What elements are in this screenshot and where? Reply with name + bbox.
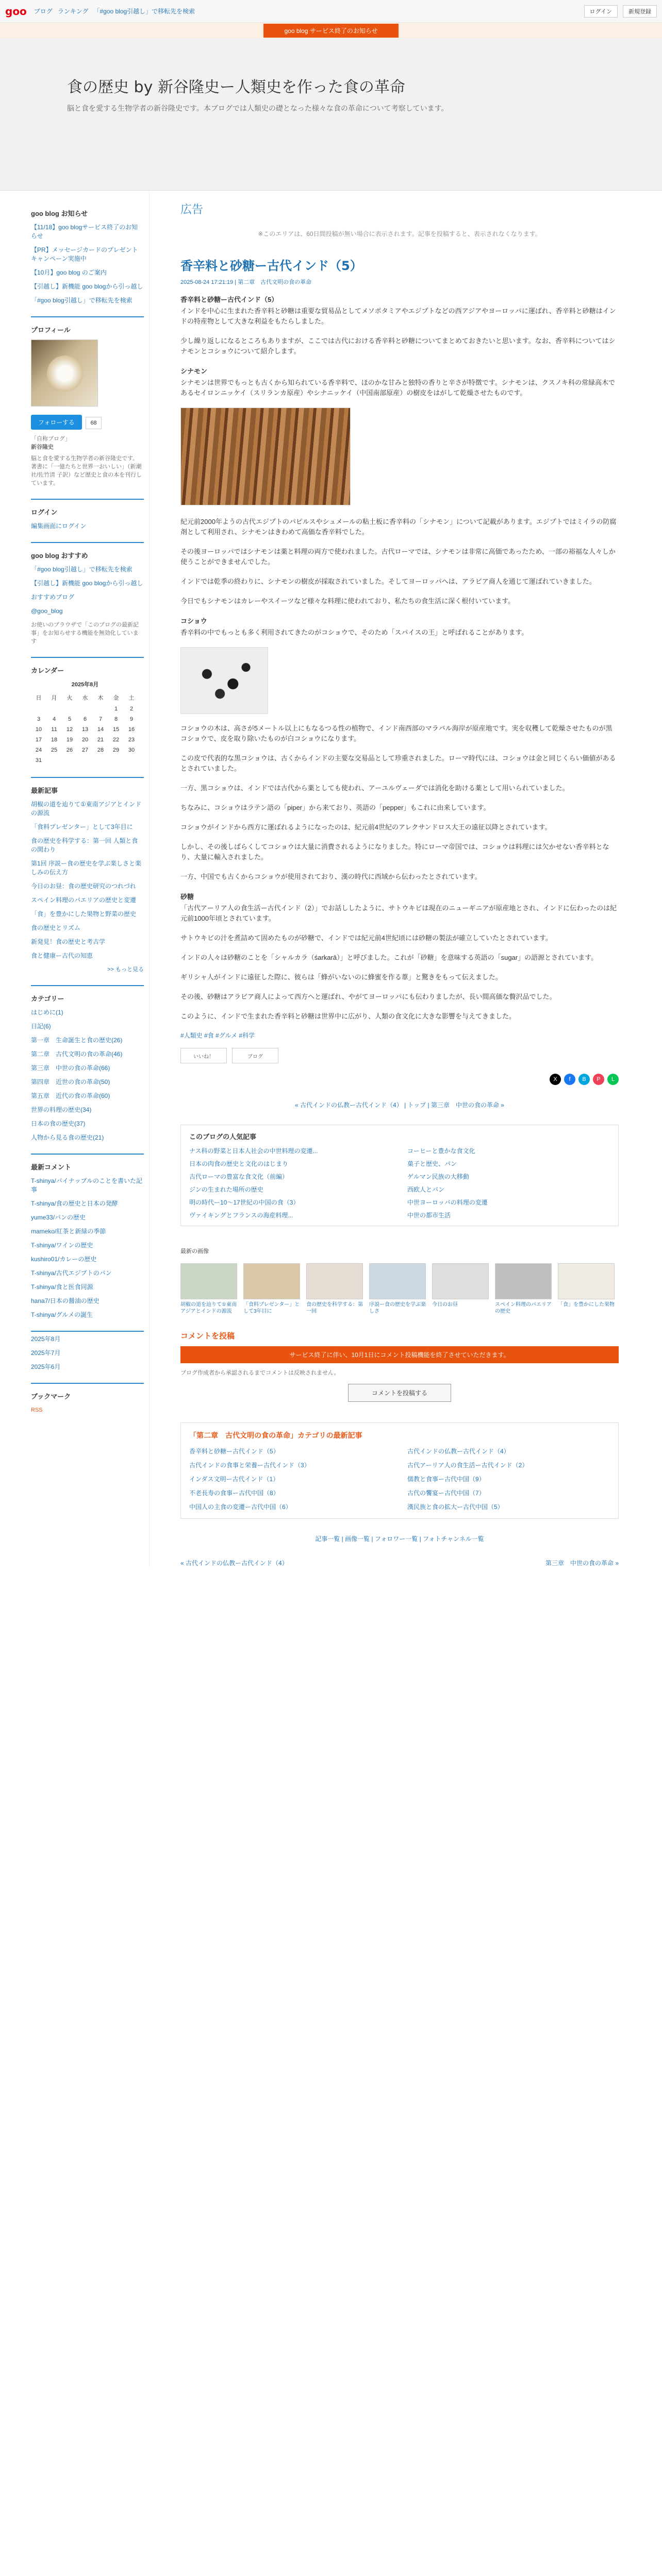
top-bar [0, 0, 662, 23]
recent-item[interactable]: 胡椒の道を辿りて①東南アジアとインドの源流 [31, 801, 142, 817]
recent-item[interactable]: 「食料プレゼンター」として3年目に [31, 823, 133, 831]
popular-item[interactable]: 日本の肉食の歴史と文化のはじまり [189, 1160, 289, 1167]
ad-note: ※このエリアは、60日間投稿が無い場合に表示されます。記事を投稿すると、表示されなくなります。 [258, 230, 541, 238]
category-latest-item[interactable]: 古代アーリア人の食生活ー古代インド（2） [407, 1462, 528, 1469]
profile-image [31, 340, 98, 406]
archive-item[interactable]: 2025年8月 [31, 1335, 61, 1343]
post-tags[interactable]: #人類史 #食 #グルメ #科学 [180, 1032, 255, 1039]
top-nav [34, 7, 195, 15]
rss-link[interactable]: RSS [31, 1407, 43, 1413]
recent-item[interactable]: 新発見！食の歴史と考古学 [31, 938, 106, 945]
recent-item[interactable]: 第1回 序説ー食の歴史を学ぶ楽しさと楽しみの伝え方 [31, 860, 142, 876]
category-item[interactable]: 第五章 近代の食の革命(60) [31, 1092, 110, 1099]
category-latest-item[interactable]: インダス文明ー古代インド（1） [189, 1476, 279, 1483]
comment-item[interactable]: T-shinya/グルメの誕生 [31, 1311, 93, 1318]
notice-heading: goo blog お知らせ [31, 210, 88, 217]
thumb[interactable]: 序説ー食の歴史を学ぶ楽しさ [369, 1263, 426, 1315]
x-share-icon[interactable]: X [550, 1074, 561, 1085]
comment-item[interactable]: hana7/日本の醤油の歴史 [31, 1297, 100, 1304]
paragraph: 今日でもシナモンはカレーやスイーツなど様々な料理に使われており、私たちの食生活に深く根付いています。 [180, 597, 515, 605]
comment-item[interactable]: T-shinya/食の歴史と日本の発酵 [31, 1200, 118, 1207]
category-item[interactable]: はじめに(1) [31, 1009, 63, 1016]
paragraph: サトウキビの汁を煮詰めて固めたものが砂糖で、インドでは紀元前4世紀頃には砂糖の製法が確立していたとされています。 [180, 934, 552, 942]
ad-label: 広告 [180, 203, 204, 216]
edit-login-link[interactable]: 編集画面にログイン [31, 522, 87, 530]
line-share-icon[interactable]: L [607, 1074, 619, 1085]
recommend-item[interactable]: 【引越し】新機能 goo blogから引っ越し [31, 580, 143, 587]
paragraph: その後、砂糖はアラビア商人によって西方へと運ばれ、やがてヨーロッパにも伝わりましたが、長い間高価な贅沢品でした。 [180, 993, 556, 1001]
profile-link[interactable]: 「自称ブログ」 [31, 436, 71, 442]
comment-end-notice: サービス終了に伴い、10月1日にコメント投稿機能を終了させていただきます。 [180, 1346, 619, 1363]
section-heading: 砂糖 [180, 893, 194, 901]
notice-item[interactable]: 【PR】メッセージカードのプレゼントキャンペーン実施中 [31, 246, 138, 262]
comment-item[interactable]: T-shinya/食と医食同源 [31, 1283, 93, 1291]
comment-item[interactable]: T-shinya/古代エジプトのパン [31, 1269, 112, 1277]
paragraph: コショウの木は、高さが5メートル以上にもなるつる性の植物で、インド南西部のマラバル海岸が原産地です。実を収穫して乾燥させたものが黒コショウで、皮を取り除いたものが白コショウになります。 [180, 724, 613, 742]
recent-item[interactable]: スペイン料理のパエリアの歴史と変遷 [31, 896, 137, 904]
category-latest-item[interactable]: 不老長寿の食事ー古代中国（8） [189, 1489, 279, 1497]
post-comment-button[interactable]: コメントを投稿する [348, 1384, 451, 1402]
thumb[interactable]: 今日のお昼 [432, 1263, 489, 1315]
comment-item[interactable]: kushiro01/カレーの歴史 [31, 1256, 97, 1263]
notice-item[interactable]: 【10月】goo blog のご案内 [31, 269, 107, 276]
category-latest-item[interactable]: 漢民族と食の拡大ー古代中国（5） [407, 1503, 504, 1511]
bookmark-heading: ブックマーク [31, 1393, 71, 1400]
notice-item[interactable]: 【11/18】goo blogサービス終了のお知らせ [31, 224, 138, 240]
paragraph: その後ヨーロッパではシナモンは薬と料理の両方で使われました。古代ローマでは、シナモンは非常に高価であったため、一部の裕福な人々しか使うことができませんでした。 [180, 548, 616, 566]
section-heading: 香辛料と砂糖ー古代インド（5） [180, 296, 278, 303]
paragraph: このように、インドで生まれた香辛料と砂糖は世界中に広がり、人類の食文化に大きな影響を与えてきました。 [180, 1012, 516, 1020]
register-button[interactable]: 新規登録 [623, 5, 657, 18]
paragraph: 一方、黒コショウは、インドでは古代から薬としても使われ、アーユルヴェーダでは消化を助ける薬として用いられていました。 [180, 784, 569, 792]
recommend-item[interactable]: おすすめブログ [31, 594, 75, 601]
thumb[interactable]: 食の歴史を科学する：第一回 [306, 1263, 363, 1315]
like-button[interactable]: いいね！ [180, 1048, 227, 1063]
login-heading: ログイン [31, 509, 58, 516]
paragraph: 香辛料の中でもっとも多く利用されてきたのがコショウで、そのため「スパイスの王」と呼ばれることがあります。 [180, 629, 528, 636]
thumb[interactable]: 「食料プレゼンター」として3年目に [243, 1263, 300, 1315]
nav-blog[interactable]: ブログ [34, 8, 53, 15]
post-title[interactable]: 香辛料と砂糖ー古代インド（5） [180, 259, 362, 273]
calendar-heading: カレンダー [31, 667, 64, 674]
recent-item[interactable]: 食の歴史を科学する：第一回 人類と食の関わり [31, 837, 138, 853]
facebook-share-icon[interactable]: f [564, 1074, 575, 1085]
recent-item[interactable]: 食の歴史とリズム [31, 924, 80, 931]
category-item[interactable]: 第三章 中世の食の革命(66) [31, 1064, 110, 1072]
nav-ranking[interactable]: ランキング [57, 8, 89, 15]
category-latest-item[interactable]: 香辛料と砂糖ー古代インド（5） [189, 1448, 279, 1455]
category-item[interactable]: 第四章 近世の食の革命(50) [31, 1078, 110, 1086]
paragraph: 紀元前2000年ようの古代エジプトのパピルスやシュメールの粘土板に香辛料の「シナモン」について記載があります。エジプトではミイラの防腐剤として利用され、シナモンはきわめて高価な香辛料でした。 [180, 518, 617, 536]
category-item[interactable]: 第二章 古代文明の食の革命(46) [31, 1050, 123, 1058]
section-heading: コショウ [180, 617, 207, 625]
post-meta[interactable]: 2025-08-24 17:21:19 | 第二章 古代文明の食の革命 [180, 279, 312, 285]
blog-header [0, 38, 662, 191]
calendar: 2025年8月 日 月 火 水 木 金 土 1 2 3 4 5 6 7 8 9 10 11 12 13 14 15 16 17 18 19 20 21 22 23 24 25 26 27 28 29 30 31 [31, 680, 139, 766]
share-icons [180, 1074, 619, 1085]
category-item[interactable]: 世界の料理の歴史(34) [31, 1106, 92, 1113]
paragraph: インドの人々は砂糖のことを「シャルカラ（śarkarā）」と呼びました。これが「砂糖」を意味する英語の「sugar」の語源とされています。 [180, 954, 598, 961]
popular-item[interactable]: ヴァイキングとフランスの海産料理... [189, 1212, 293, 1219]
post [180, 256, 619, 1063]
comment-item[interactable]: mameko/紅茶と新緑の季節 [31, 1228, 106, 1235]
popular-item[interactable]: ゲルマン民族の大移動 [407, 1173, 469, 1180]
popular-item[interactable]: ジンの生まれた場所の歴史 [189, 1186, 263, 1193]
recent-item[interactable]: 「食」を豊かにした果物と野菜の歴史 [31, 910, 137, 918]
recommend-item[interactable]: 「#goo blog引越し」で移転先を検索 [31, 566, 133, 573]
recommend-item[interactable]: @goo_blog [31, 607, 63, 615]
next-post-link[interactable]: 第三章 中世の食の革命 » [545, 1560, 619, 1567]
goo-logo[interactable]: goo [5, 5, 27, 18]
popular-heading: このブログの人気記事 [189, 1133, 257, 1141]
popular-item[interactable]: 中世ヨーロッパの料理の変遷 [407, 1199, 488, 1206]
footer-links[interactable]: 記事一覧 | 画像一覧 | フォロワー一覧 | フォトチャンネル一覧 [315, 1535, 484, 1543]
paragraph: 一方、中国でも古くからコショウが使用されており、漢の時代に西域から伝わったとされています。 [180, 873, 482, 880]
profile-heading: プロフィール [31, 326, 71, 334]
blog-button[interactable]: ブログ [232, 1048, 278, 1063]
popular-item[interactable]: 中世の都市生活 [407, 1212, 451, 1219]
popular-posts [180, 1125, 619, 1226]
cinnamon-image [180, 408, 351, 505]
popular-item[interactable]: ナス科の野菜と日本人社会の中世料理の変遷... [189, 1147, 318, 1155]
paragraph: 「古代アーリア人の食生活ー古代インド（2）」でお話ししたように、サトウキビは現在のニューギニアが原産地とされ、インドに伝わったのは紀元前1000年頃とされています。 [180, 904, 617, 922]
category-latest-item[interactable]: 中国人の主食の変遷ー古代中国（6） [189, 1503, 292, 1511]
category-item[interactable]: 人物から見る食の歴史(21) [31, 1134, 104, 1141]
comment-item[interactable]: yume33/パンの歴史 [31, 1214, 86, 1221]
more-link[interactable]: >> もっと見る [107, 967, 144, 973]
recent-images [180, 1263, 619, 1315]
login-button[interactable]: ログイン [584, 5, 618, 18]
category-item[interactable]: 日記(6) [31, 1023, 51, 1030]
paragraph: しかし、その後しばらくしてコショウは大量に消費されるようになりました。特にローマ帝国では、コショウは料理には欠かせない香辛料となり、大量に輸入されました。 [180, 843, 609, 861]
archive-item[interactable]: 2025年7月 [31, 1349, 61, 1357]
hatena-share-icon[interactable]: B [578, 1074, 590, 1085]
thumb[interactable]: 「食」を豊かにした果物 [558, 1263, 615, 1315]
category-latest-item[interactable]: 古代の饗宴ー古代中国（7） [407, 1489, 485, 1497]
recommend-note: お使いのブラウザで「このブログの最新記事」をお知らせする機能を無効化しています [31, 622, 139, 645]
recent-item[interactable]: 今日のお昼：食の歴史研究のつれづれ [31, 883, 136, 890]
category-latest-item[interactable]: 古代インドの仏教ー古代インド（4） [407, 1448, 510, 1455]
pepper-image [180, 647, 268, 714]
nav-search-moving[interactable]: 「#goo blog引越し」で移転先を検索 [93, 8, 195, 15]
popular-item[interactable]: コーヒーと豊かな食文化 [407, 1147, 475, 1155]
calendar-month: 2025年8月 [71, 682, 99, 688]
thumb[interactable]: スペイン料理のパエリアの歴史 [495, 1263, 552, 1315]
comment-note: ブログ作成者から承認されるまでコメントは反映されません。 [180, 1370, 340, 1376]
comment-item[interactable]: T-shinya/ワインの歴史 [31, 1242, 93, 1249]
footer-nav [180, 1558, 619, 1567]
profile-text: 脳と食を愛する生物学者の新谷隆史です。著書に「一億たちと世界一おいしい」（新潮社/佐竹清 子訳）など歴史と食の本を刊行しています。 [31, 455, 142, 486]
comment-heading: コメントを投稿 [180, 1332, 235, 1341]
paragraph: ちなみに、コショウはラテン語の「piper」から来ており、英語の「pepper」もこれに由来しています。 [180, 804, 490, 811]
paragraph: シナモンは世界でもっとも古くから知られている香辛料で、ほのかな甘みと独特の香りと辛さが特徴です。シナモンは、クスノキ科の常緑高木であるセイロンニッケイ（スリランカ原産）やシナニッケイ（中国南部原産）の樹皮をはがして乾燥させたものです。 [180, 379, 616, 397]
paragraph: ギリシャ人がインドに遠征した際に、彼らは「蜂がいないのに蜂蜜を作る葦」と驚きをもって伝えました。 [180, 973, 502, 981]
notice-item[interactable]: 【引越し】新機能 goo blogから引っ越し [31, 283, 143, 290]
comment-list-heading: 最新コメント [31, 1163, 72, 1171]
paragraph: インドを中心に生まれた香辛料と砂糖は重要な貿易品としてメソポタミアやエジプトなどの西アジアやヨーロッパに運ばれ、香辛料と砂糖はインドの特産物として大きな利益をもたらしました。 [180, 307, 616, 325]
recent-item[interactable]: 食と健康ー古代の知恵 [31, 952, 93, 959]
paragraph: コショウがインドから西方に運ばれるようになったのは、紀元前4世紀のアレクサンドロス大王の遠征以降とされています。 [180, 823, 552, 831]
pocket-share-icon[interactable]: P [593, 1074, 604, 1085]
category-item[interactable]: 第一章 生命誕生と食の歴史(26) [31, 1037, 123, 1044]
follower-count: 68 [86, 417, 101, 429]
category-latest-heading: 「第二章 古代文明の食の革命」カテゴリの最新記事 [189, 1431, 362, 1439]
follow-button[interactable]: フォローする [31, 415, 82, 430]
service-notice [0, 23, 662, 38]
post-navigation[interactable]: « 古代インドの仏教ー古代インド（4） | トップ | 第三章 中世の食の革命 » [295, 1101, 504, 1109]
popular-item[interactable]: 菓子と歴史、パン [407, 1160, 457, 1167]
recommend-heading: goo blog おすすめ [31, 552, 88, 560]
popular-item[interactable]: 明の時代ー10〜17世紀の中国の食（3） [189, 1199, 300, 1206]
service-notice-link[interactable]: goo blog サービス終了のお知らせ [263, 24, 398, 38]
category-latest-item[interactable]: 古代インドの食事と栄養ー古代インド（3） [189, 1462, 310, 1469]
category-latest [180, 1422, 619, 1519]
sidebar [10, 191, 150, 1567]
paragraph: インドでは乾季の終わりに、シナモンの樹皮が採取されていました。そしてヨーロッパへは、アラビア商人を通じて運ばれていきました。 [180, 578, 596, 585]
paragraph: 少し繰り返しになるところもありますが、ここでは古代における香辛料と砂糖についてまとめておきたいと思います。なお、香辛料についてはシナモンとコショウについて紹介します。 [180, 337, 616, 355]
thumbs-heading: 最新の画像 [180, 1248, 209, 1255]
blog-title[interactable]: 食の歴史 by 新谷隆史ー人類史を作った食の革命 [67, 78, 405, 96]
profile-name: 新谷隆史 [31, 444, 54, 450]
reaction-row [180, 1048, 619, 1063]
category-heading: カテゴリー [31, 995, 64, 1003]
thumb[interactable]: 胡椒の道を辿りて①東南アジアとインドの源流 [180, 1263, 237, 1315]
popular-item[interactable]: 古代ローマの豊富な食文化（前編） [189, 1173, 289, 1180]
archive-item[interactable]: 2025年6月 [31, 1363, 61, 1370]
blog-description: 脳と食を愛する生物学者の新谷隆史です。本ブログでは人類史の礎となった様々な食の革命について考察しています。 [67, 104, 449, 112]
paragraph: この皮で代表的な黒コショウは、古くからインドの主要な交易品として珍重されました。ローマ時代には、コショウは金と同じくらい価値があるとされていました。 [180, 754, 616, 772]
section-heading: シナモン [180, 367, 208, 375]
prev-post-link[interactable]: « 古代インドの仏教ー古代インド（4） [180, 1560, 288, 1567]
category-item[interactable]: 日本の食の歴史(37) [31, 1120, 86, 1127]
notice-item[interactable]: 「#goo blog引越し」で移転先を検索 [31, 297, 133, 304]
main-content [150, 191, 650, 1567]
recent-heading: 最新記事 [31, 787, 58, 794]
popular-item[interactable]: 西欧人とパン [407, 1186, 445, 1193]
category-latest-item[interactable]: 儒教と食事ー古代中国（9） [407, 1476, 485, 1483]
comment-item[interactable]: T-shinya/パイナップルのことを書いた記事 [31, 1177, 142, 1193]
